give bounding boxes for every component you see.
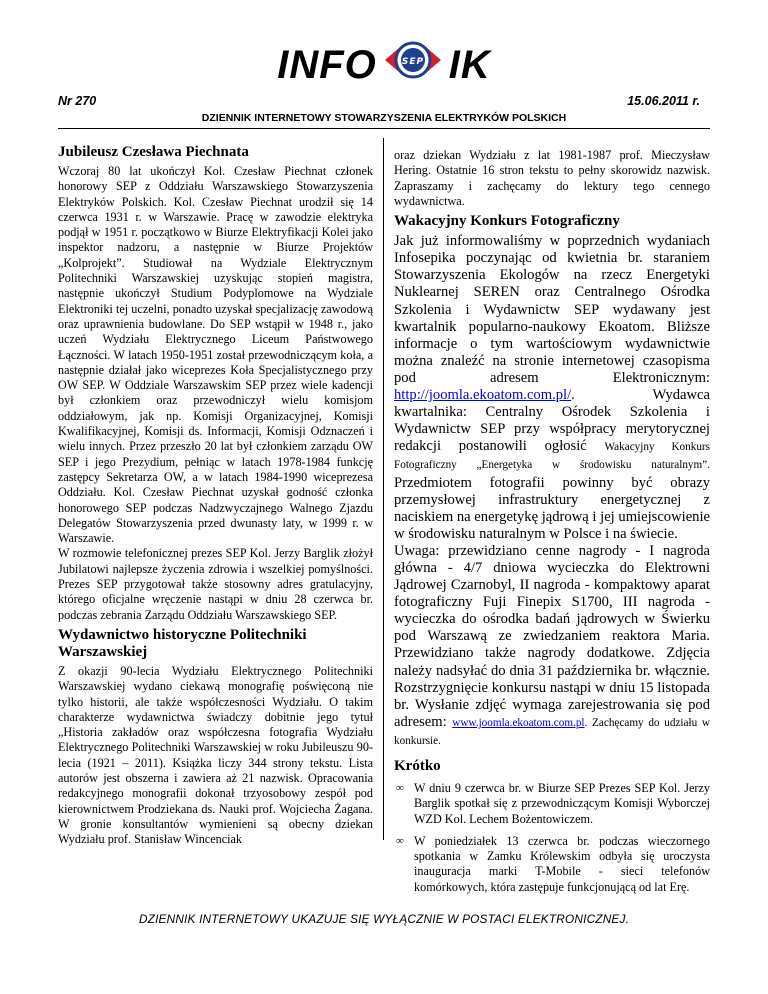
header-rule [58, 128, 710, 129]
column-separator [383, 138, 384, 840]
article-body-konkurs-2: Uwaga: przewidziano cenne nagrody - I nagroda główna - 4/7 dniowa wycieczka do Elektrowni Jądrowej Czarnobyl, II nagroda - kompaktowy aparat fotograficzny Fuji Finepix S1700, III nagroda - wycieczka do ośrodka badań jądrowych w Świerku pod Warszawą ze zwiedzaniem reaktora Maria. Przewidziano także nagrody dodatkowe. Zdjęcia należy nadsyłać do dnia 31 października br. włącznie. Rozstrzygnięcie konkursu nastąpi w dniu 15 listopada br. Wysłanie zdjęć wymaga zarejestrowania się pod adresem: www.joomla.ekoatom.com.pl. Zachęcamy do udziału w konkursie. [394, 542, 710, 747]
list-item: ∞ W dniu 9 czerwca br. w Biurze SEP Prezes SEP Kol. Jerzy Barglik spotkał się z przewodniczącym Komisji Wyborczej WZD Kol. Lechem Bożentowiczem. [396, 781, 710, 826]
article-body-konkurs: Jak już informowaliśmy w poprzednich wydaniach Infosepika poczynając od kwietnia br. staraniem Stowarzyszenia Ekologów na rzecz Energetyki Nuklearnej SEREN oraz Centralnego Ośrodka Szkolenia i Wydawnictw SEP wydawany jest kwartalnik popularno-naukowy Ekoatom. Bliższe informacje o tym wartościowym wydawnictwie można znaleźć na stronie internetowej czasopisma pod adresem Elektronicznym: http://joomla.ekoatom.com.pl/. Wydawca kwartalnika: Centralny Ośrodek Szkolenia i Wydawnictw SEP przy współpracy merytorycznej redakcji postanowili ogłosić Wakacyjny Konkurs Fotograficzny „Energetyka w środowisku naturalnym”. Przedmiotem fotografii powinny być obrazy przemysłowej infrastruktury energetycznej z naciskiem na energetykę jądrową i jej umiejscowienie w środowisku naturalnym w Polsce i na świecie. [394, 233, 710, 542]
left-column [58, 144, 373, 847]
issue-number: Nr 270 [58, 94, 97, 108]
article-body-jubileusz: Wczoraj 80 lat ukończył Kol. Czesław Piechnat członek honorowy SEP z Oddziału Warszawskiego Stowarzyszenia Elektryków Polskich. Kol. Czesław Piechnat urodził się 14 czerwca 1931 r. w Warszawie. Pracę w zawodzie elektryka podjął w 1951 r. początkowo w Biurze Elektryfikacji Kolei jako inspektor nadzoru, a następnie w Biurze Projektów „Kolprojekt”. Studiował na Wydziale Elektrycznym Politechniki Warszawskiej uzyskując stopień magistra, następnie ukończył Studium Podyplomowe na Wydziale Elektroniki tej uczelni, ponadto uzyskał specjalizację zawodową oraz uprawnienia budowlane. Do SEP wstąpił w 1948 r., jako uczeń Wydziału Elektrycznego Liceum Państwowego Łączności. W latach 1950-1951 został przewodniczącym koła, a następnie działał jako wiceprezes Koła Specjalistycznego przy OW SEP. W Oddziale Warszawskim SEP przez wiele kadencji był członkiem oraz przewodniczył wielu komisjom oddziałowym, jak np. Komisji Organizacyjnej, Komisji Kwalifikacyjnej, Komisji ds. Informacji, Komisji Odznaczeń i wielu innych. Przez przeszło 20 lat był członkiem zarządu OW SEP i jego Prezydium, pełniąc w latach 1978-1984 funkcję zastępcy Sekretarza OW, a w latach 1984-1990 wiceprezesa Oddziału. Kol. Czesław Piechnat uzyskał godność członka honorowego SEP podczas Nadzwyczajnego Walnego Zjazdu Delegatów Stowarzyszenia przed dwunasty laty, w 1999 r. w Warszawie. [58, 164, 373, 546]
article-title-wydawnictwo: Wydawnictwo historyczne Politechniki Warszawskiej [58, 626, 307, 660]
right-column [394, 148, 710, 902]
footer-note: DZIENNIK INTERNETOWY UKAZUJE SIĘ WYŁĄCZNIE W POSTACI ELEKTRONICZNEJ. [138, 912, 630, 926]
newsletter-subtitle: DZIENNIK INTERNETOWY STOWARZYSZENIA ELEKTRYKÓW POLSKICH [201, 112, 567, 124]
article-body-wydawnictwo: Z okazji 90-lecia Wydziału Elektrycznego Politechniki Warszawskiej wydano ciekawą monografię poświęconą nie tylko historii, ale także współczesności Wydziału. O takim charakterze wydawnictwa świadczy dobitnie jego tytuł „Historia zakładów oraz współczesna fotografia Wydziału Elektrycznego Politechniki Warszawskiej w roku Jubileuszu 90-lecia (1921 – 2011). Książka liczy 344 strony tekstu. Lista autorów jest obszerna i zawiera aż 21 nazwisk. Opracowania redakcyjnego monografii dokonał trzyosobowy zespół pod kierownictwem Prodziekana ds. Nauki prof. Wojciecha Żagana. W gronie konsultantów wymienieni są obecny dziekan Wydziału prof. Stanisław Wincenciak [58, 663, 373, 847]
short-news-list [394, 781, 710, 895]
issue-date: 15.06.2011 r. [627, 94, 700, 108]
logo-badge-text: SEP [401, 57, 424, 67]
article-title-krotko: Krótko [394, 758, 441, 774]
article-title-jubileusz: Jubileusz Czesława Piechnata [58, 144, 249, 160]
masthead-logo [0, 38, 768, 92]
sep-logo-icon [381, 38, 445, 92]
ekoatom-registration-link[interactable]: www.joomla.ekoatom.com.pl [452, 716, 585, 729]
logo-text-left: INFO [277, 42, 377, 87]
article-body-jubileusz-2: W rozmowie telefonicznej prezes SEP Kol. Jerzy Barglik złożył Jubilatowi najlepsze życzenia zdrowia i wszelkiej pomyślności. Prezes SEP przygotował także stosowny adres gratulacyjny, którego oficjalne wręczenie nastąpi w dniu 28 czerwca br. podczas zebrania Zarządu Oddziału Warszawskiego SEP. [58, 546, 373, 622]
infinity-bullet-icon: ∞ [396, 834, 404, 847]
infinity-bullet-icon: ∞ [396, 782, 404, 794]
logo-text-right: IK [448, 42, 491, 87]
article-body-wydawnictwo-cont: oraz dziekan Wydziału z lat 1981-1987 prof. Mieczysław Hering. Ostatnie 16 stron tekstu to pełny skorowidz nazwisk. Zapraszamy i zachęcamy do lektury tego cennego wydawnictwa. [394, 148, 710, 208]
ekoatom-link[interactable]: http://joomla.ekoatom.com.pl/ [394, 387, 572, 404]
article-title-konkurs: Wakacyjny Konkurs Fotograficzny [394, 213, 620, 230]
list-item: ∞ W poniedziałek 13 czerwca br. podczas wieczornego spotkania w Zamku Królewskim odbyła się uroczysta inauguracja marki T-Mobile - sieci telefonów komórkowych, która zastępuje funkcjonującą od lat Erę. [396, 833, 710, 894]
